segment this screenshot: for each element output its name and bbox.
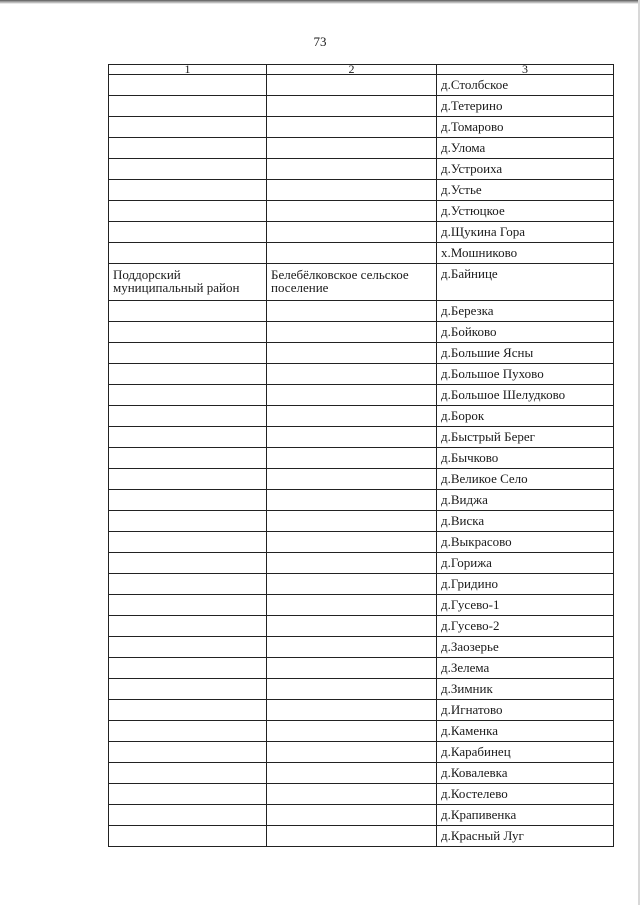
locality-cell: д.Гридино bbox=[437, 574, 614, 595]
table-row bbox=[109, 222, 614, 243]
table-row bbox=[109, 96, 614, 117]
settlement-cell bbox=[267, 448, 437, 469]
settlement-cell bbox=[267, 658, 437, 679]
table-row bbox=[109, 75, 614, 96]
table-row bbox=[109, 763, 614, 784]
district-cell bbox=[109, 553, 267, 574]
district-cell bbox=[109, 763, 267, 784]
locality-cell: д.Березка bbox=[437, 301, 614, 322]
settlement-cell bbox=[267, 616, 437, 637]
table-row bbox=[109, 637, 614, 658]
settlement-cell bbox=[267, 721, 437, 742]
settlement-cell bbox=[267, 322, 437, 343]
district-cell bbox=[109, 679, 267, 700]
locality-cell: д.Тетерино bbox=[437, 96, 614, 117]
district-cell bbox=[109, 427, 267, 448]
settlement-cell bbox=[267, 742, 437, 763]
scan-edge-top bbox=[0, 0, 640, 4]
district-cell bbox=[109, 117, 267, 138]
table-row bbox=[109, 322, 614, 343]
locality-cell: д.Горижа bbox=[437, 553, 614, 574]
district-cell bbox=[109, 721, 267, 742]
table-body bbox=[109, 75, 614, 847]
locality-cell: д.Крапивенка bbox=[437, 805, 614, 826]
settlement-cell bbox=[267, 301, 437, 322]
district-cell bbox=[109, 180, 267, 201]
table-row bbox=[109, 448, 614, 469]
table-row bbox=[109, 490, 614, 511]
district-cell bbox=[109, 700, 267, 721]
table-row bbox=[109, 616, 614, 637]
settlement-cell bbox=[267, 637, 437, 658]
table-row bbox=[109, 742, 614, 763]
table-row bbox=[109, 700, 614, 721]
column-header-1: 1 bbox=[109, 65, 267, 75]
district-cell bbox=[109, 574, 267, 595]
locality-cell: д.Карабинец bbox=[437, 742, 614, 763]
settlement-cell bbox=[267, 159, 437, 180]
table-row bbox=[109, 301, 614, 322]
district-cell bbox=[109, 469, 267, 490]
table-row bbox=[109, 117, 614, 138]
locality-cell: д.Бойково bbox=[437, 322, 614, 343]
column-header-2: 2 bbox=[267, 65, 437, 75]
locality-cell: д.Борок bbox=[437, 406, 614, 427]
locality-cell: д.Заозерье bbox=[437, 637, 614, 658]
settlements-table bbox=[108, 64, 614, 847]
settlement-cell bbox=[267, 201, 437, 222]
table-row bbox=[109, 264, 614, 301]
district-cell bbox=[109, 742, 267, 763]
district-cell bbox=[109, 243, 267, 264]
locality-cell: д.Гусево-1 bbox=[437, 595, 614, 616]
settlement-cell bbox=[267, 490, 437, 511]
locality-cell: д.Большое Пухово bbox=[437, 364, 614, 385]
settlement-cell bbox=[267, 427, 437, 448]
table-row bbox=[109, 658, 614, 679]
locality-cell: д.Виска bbox=[437, 511, 614, 532]
table-row bbox=[109, 201, 614, 222]
table-row bbox=[109, 159, 614, 180]
locality-cell: д.Большие Ясны bbox=[437, 343, 614, 364]
table-row bbox=[109, 180, 614, 201]
locality-cell: д.Столбское bbox=[437, 75, 614, 96]
locality-cell: д.Улома bbox=[437, 138, 614, 159]
district-cell bbox=[109, 448, 267, 469]
district-cell bbox=[109, 406, 267, 427]
table-row bbox=[109, 406, 614, 427]
settlement-cell bbox=[267, 553, 437, 574]
settlement-cell bbox=[267, 75, 437, 96]
column-header-3: 3 bbox=[437, 65, 614, 75]
locality-cell: д.Выкрасово bbox=[437, 532, 614, 553]
district-cell bbox=[109, 385, 267, 406]
locality-cell: х.Мошниково bbox=[437, 243, 614, 264]
settlement-cell: Белебёлковское сельское поселение bbox=[267, 264, 437, 301]
district-cell: Поддорский муниципальный район bbox=[109, 264, 267, 301]
table-row bbox=[109, 364, 614, 385]
district-cell bbox=[109, 532, 267, 553]
settlement-cell bbox=[267, 700, 437, 721]
district-cell bbox=[109, 138, 267, 159]
settlement-cell bbox=[267, 117, 437, 138]
locality-cell: д.Щукина Гора bbox=[437, 222, 614, 243]
table-row bbox=[109, 805, 614, 826]
district-cell bbox=[109, 159, 267, 180]
district-cell bbox=[109, 784, 267, 805]
settlement-cell bbox=[267, 511, 437, 532]
settlement-cell bbox=[267, 96, 437, 117]
district-cell bbox=[109, 826, 267, 847]
settlement-cell bbox=[267, 222, 437, 243]
table-row bbox=[109, 343, 614, 364]
settlement-cell bbox=[267, 784, 437, 805]
table-row bbox=[109, 532, 614, 553]
locality-cell: д.Красный Луг bbox=[437, 826, 614, 847]
district-cell bbox=[109, 75, 267, 96]
settlement-cell bbox=[267, 343, 437, 364]
locality-cell: д.Большое Шелудково bbox=[437, 385, 614, 406]
district-cell bbox=[109, 658, 267, 679]
district-cell bbox=[109, 511, 267, 532]
table-row bbox=[109, 138, 614, 159]
district-cell bbox=[109, 222, 267, 243]
table-row bbox=[109, 721, 614, 742]
district-cell bbox=[109, 96, 267, 117]
settlement-cell bbox=[267, 243, 437, 264]
district-cell bbox=[109, 490, 267, 511]
locality-cell: д.Томарово bbox=[437, 117, 614, 138]
locality-cell: д.Ковалевка bbox=[437, 763, 614, 784]
locality-cell: д.Устроиха bbox=[437, 159, 614, 180]
page-number: 73 bbox=[313, 34, 327, 49]
table-row bbox=[109, 385, 614, 406]
locality-cell: д.Бычково bbox=[437, 448, 614, 469]
district-cell bbox=[109, 364, 267, 385]
table-row bbox=[109, 679, 614, 700]
locality-cell: д.Виджа bbox=[437, 490, 614, 511]
settlement-cell bbox=[267, 532, 437, 553]
table-row bbox=[109, 511, 614, 532]
locality-cell: д.Костелево bbox=[437, 784, 614, 805]
settlement-cell bbox=[267, 595, 437, 616]
table-row bbox=[109, 427, 614, 448]
locality-cell: д.Великое Село bbox=[437, 469, 614, 490]
settlement-cell bbox=[267, 138, 437, 159]
district-cell bbox=[109, 595, 267, 616]
table-row bbox=[109, 826, 614, 847]
settlement-cell bbox=[267, 180, 437, 201]
locality-cell: д.Зимник bbox=[437, 679, 614, 700]
settlement-cell bbox=[267, 574, 437, 595]
table-row bbox=[109, 784, 614, 805]
settlement-cell bbox=[267, 826, 437, 847]
settlement-cell bbox=[267, 385, 437, 406]
table-row bbox=[109, 243, 614, 264]
settlement-cell bbox=[267, 679, 437, 700]
locality-cell: д.Гусево-2 bbox=[437, 616, 614, 637]
district-cell bbox=[109, 616, 267, 637]
settlement-cell bbox=[267, 364, 437, 385]
table-row bbox=[109, 553, 614, 574]
district-cell bbox=[109, 805, 267, 826]
district-cell bbox=[109, 301, 267, 322]
locality-cell: д.Зелема bbox=[437, 658, 614, 679]
locality-cell: д.Каменка bbox=[437, 721, 614, 742]
settlement-cell bbox=[267, 406, 437, 427]
table-row bbox=[109, 595, 614, 616]
table-header-row bbox=[109, 65, 614, 75]
table-row bbox=[109, 469, 614, 490]
settlement-cell bbox=[267, 763, 437, 784]
locality-cell: д.Устье bbox=[437, 180, 614, 201]
district-cell bbox=[109, 201, 267, 222]
locality-cell: д.Устюцкое bbox=[437, 201, 614, 222]
settlement-cell bbox=[267, 805, 437, 826]
locality-cell: д.Быстрый Берег bbox=[437, 427, 614, 448]
locality-cell: д.Игнатово bbox=[437, 700, 614, 721]
table-row bbox=[109, 574, 614, 595]
district-cell bbox=[109, 637, 267, 658]
district-cell bbox=[109, 322, 267, 343]
district-cell bbox=[109, 343, 267, 364]
settlement-cell bbox=[267, 469, 437, 490]
locality-cell: д.Байнице bbox=[437, 264, 614, 301]
